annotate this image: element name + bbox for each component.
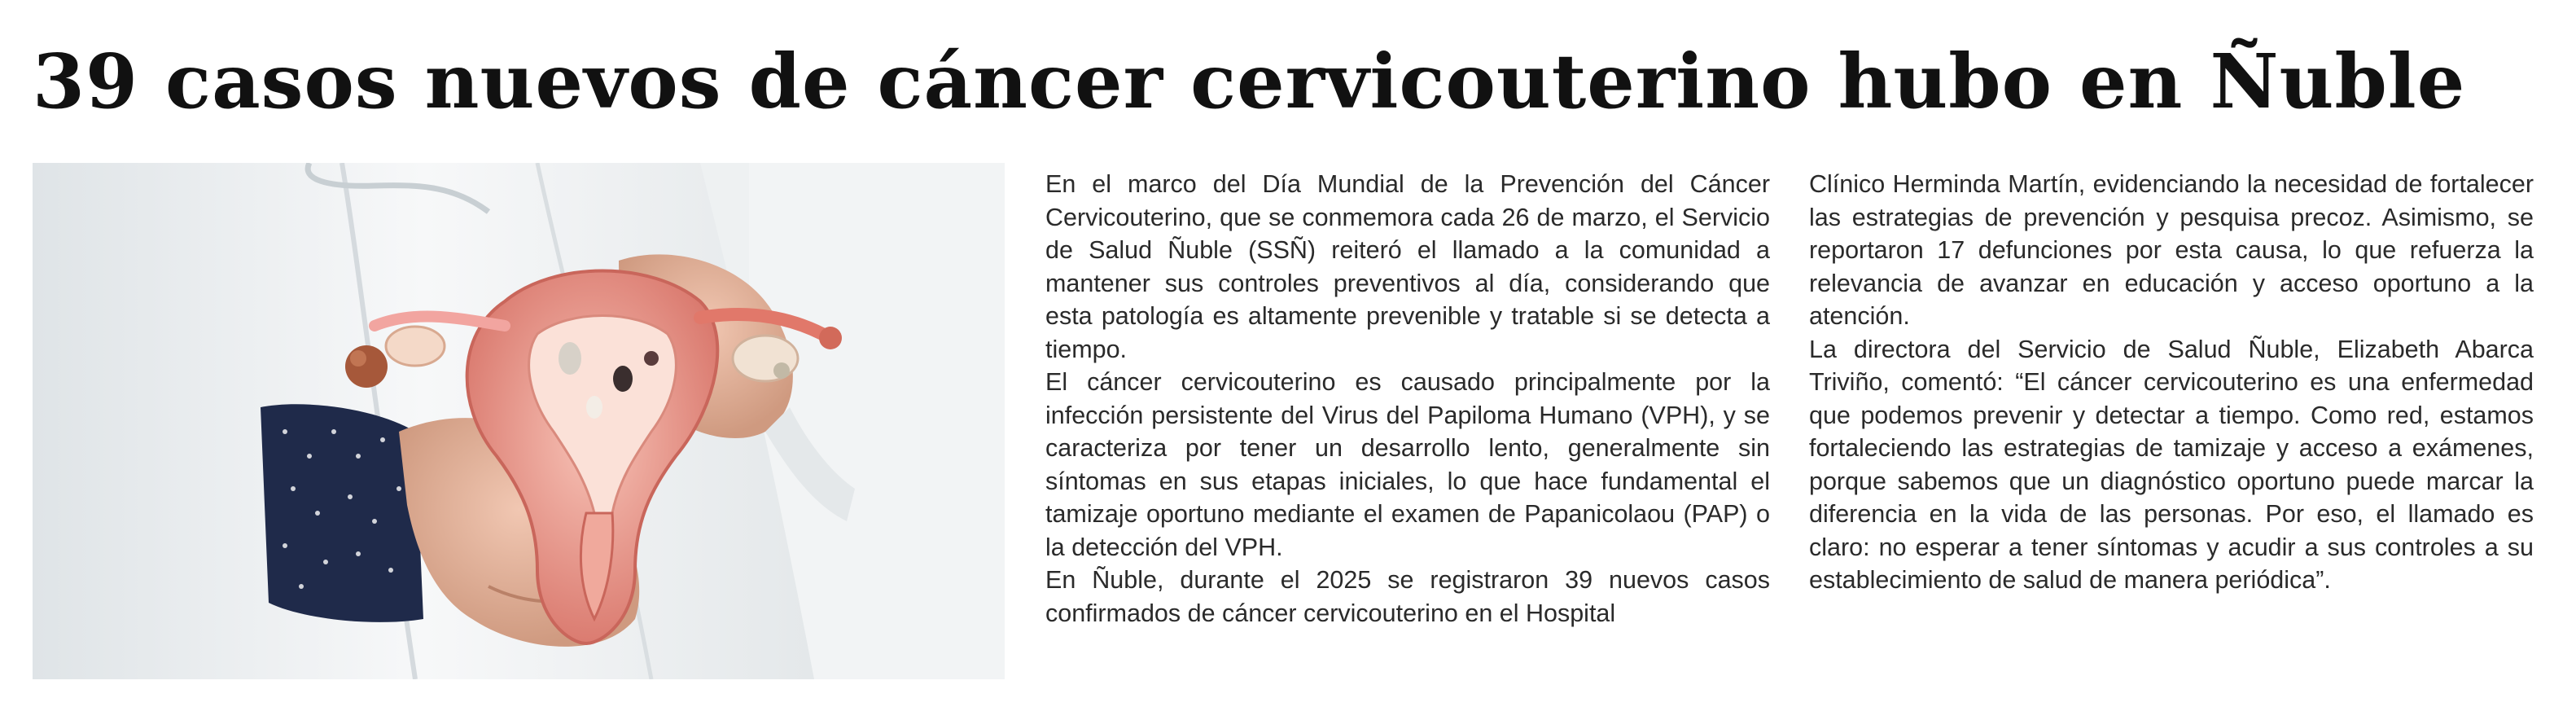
article-column-2 [1809,168,2534,597]
paragraph-4: La directora del Servicio de Salud Ñuble, Elizabeth Abarca Triviño, comentó: “El cáncer cervicouterino es una enfermedad que podemos prevenir y detectar a tiempo. Como red, estamos fortaleciendo las estrategias de tamizaje y acceso a exámenes, porque sabemos que un diagnóstico oportuno puede marcar la diferencia en la vida de las personas. Por eso, el llamado es claro: no esperar a tener síntomas y acudir a sus controles a su establecimiento de salud de manera periódica”. [1809,335,2534,594]
doctor-holding-uterus-model-image [33,163,1005,679]
headline: 39 casos nuevos de cáncer cervicouterino hubo en Ñuble [33,37,2466,125]
article-column-1 [1045,168,1770,630]
paragraph-2: El cáncer cervicouterino es causado principalmente por la infección persistente del Virus del Papiloma Humano (VPH), y se caracteriza por tener un desarrollo lento, generalmente sin síntomas en sus etapas iniciales, lo que hace fundamental el tamizaje oportuno mediante el examen de Papanicolaou (PAP) o la detección del VPH. [1045,368,1770,561]
paragraph-1: En el marco del Día Mundial de la Prevención del Cáncer Cervicouterino, que se conmemora cada 26 de marzo, el Servicio de Salud Ñuble (SSÑ) reiteró el llamado a la comunidad a mantener sus controles preventivos al día, considerando que esta patología es altamente prevenible y tratable si se detecta a tiempo. [1045,170,1770,363]
paragraph-3-part-2: Clínico Herminda Martín, evidenciando la necesidad de fortalecer las estrategias de prevención y pesquisa precoz. Asimismo, se reportaron 17 defunciones por esta causa, lo que refuerza la relevancia de avanzar en educación y acceso oportuno a la atención. [1809,170,2534,330]
paragraph-3-part-1: En Ñuble, durante el 2025 se registraron 39 nuevos casos confirmados de cáncer cervicouterino en el Hospital [1045,566,1770,627]
article-photo [33,163,1005,679]
